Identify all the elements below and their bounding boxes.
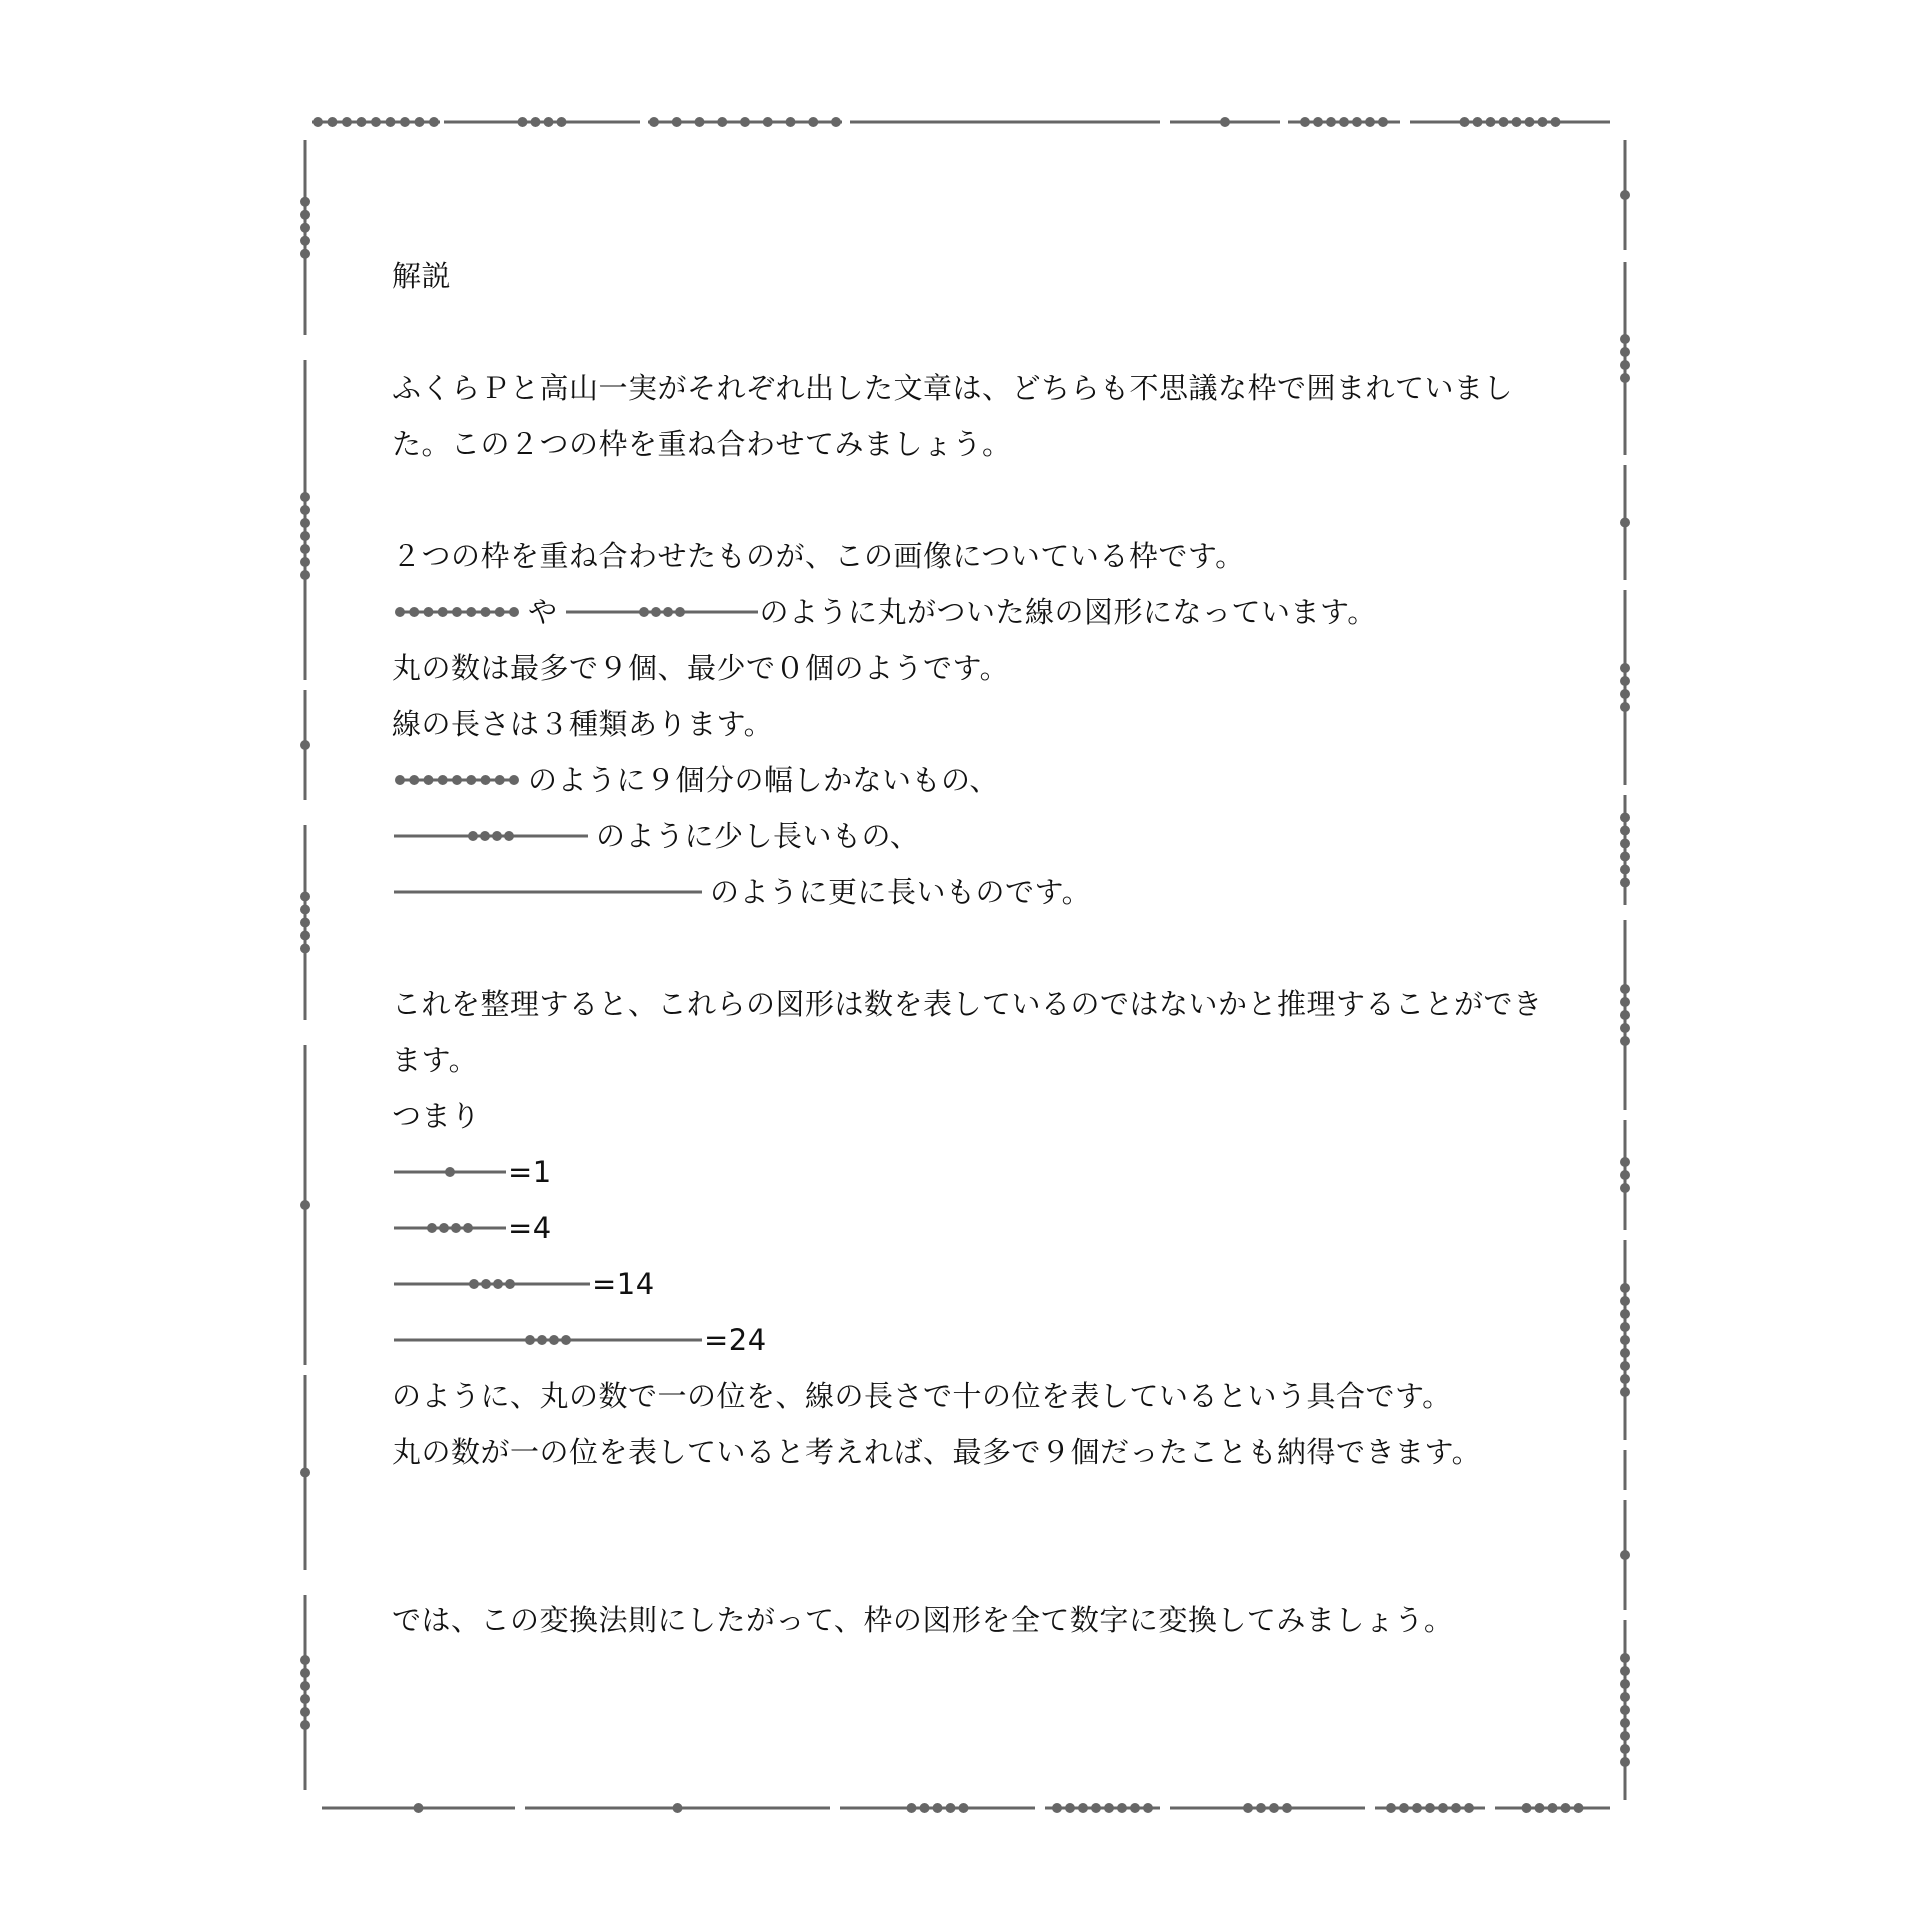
frame-dot: [300, 210, 310, 220]
frame-dot: [1620, 865, 1630, 875]
glyph-dot: [452, 607, 462, 617]
frame-dot: [557, 117, 567, 127]
glyph-dot: [663, 607, 673, 617]
frame-dot: [1078, 1803, 1088, 1813]
frame-dot: [1339, 117, 1349, 127]
frame-dot: [300, 557, 310, 567]
frame-dot: [1220, 117, 1230, 127]
frame-dot: [300, 223, 310, 233]
frame-dot: [300, 570, 310, 580]
frame-dot: [1620, 878, 1630, 888]
frame-dot: [1574, 1803, 1584, 1813]
frame-dot: [1620, 663, 1630, 673]
glyph-dot: [481, 775, 491, 785]
medium-line-with-dots-icon: [392, 826, 590, 846]
glyph-dot: [561, 1335, 571, 1345]
frame-dot: [1620, 1718, 1630, 1728]
frame-dot: [763, 117, 773, 127]
glyph-dot: [424, 607, 434, 617]
one-dot-short-line-icon: [392, 1162, 508, 1182]
frame-dot: [1620, 1023, 1630, 1033]
frame-dot: [313, 117, 323, 127]
frame-dot: [933, 1803, 943, 1813]
long-length-text: のように更に長いものです。: [710, 875, 1092, 909]
frame-dot: [1065, 1803, 1075, 1813]
frame-dot: [946, 1803, 956, 1813]
paragraph-2-line-2-tail: のように丸がついた線の図形になっています。: [759, 595, 1377, 629]
frame-dot: [1300, 117, 1310, 127]
dots-only-line-icon: [392, 602, 522, 622]
glyph-dot: [509, 607, 519, 617]
equation-3-value: =14: [592, 1267, 655, 1301]
frame-dot: [1620, 1322, 1630, 1332]
frame-dot: [1620, 347, 1630, 357]
frame-dot: [300, 249, 310, 259]
long-length-example: [392, 864, 1592, 920]
frame-dot: [1525, 117, 1535, 127]
frame-dot: [1620, 1335, 1630, 1345]
frame-dot: [1313, 117, 1323, 127]
glyph-dot: [537, 1335, 547, 1345]
frame-dot: [907, 1803, 917, 1813]
frame-dot: [1620, 1666, 1630, 1676]
frame-dot: [1365, 117, 1375, 127]
glyph-dot: [466, 607, 476, 617]
frame-dot: [300, 1681, 310, 1691]
frame-dot: [300, 1694, 310, 1704]
frame-dot: [831, 117, 841, 127]
frame-dot: [400, 117, 410, 127]
frame-dot: [672, 117, 682, 127]
frame-dot: [1620, 676, 1630, 686]
glyph-dot: [495, 607, 505, 617]
equation-2-value: =4: [508, 1211, 552, 1245]
frame-dot: [1620, 1283, 1630, 1293]
frame-dot: [300, 531, 310, 541]
glyph-dot: [481, 607, 491, 617]
glyph-dot: [468, 831, 478, 841]
frame-dot: [1620, 373, 1630, 383]
frame-dot: [415, 117, 425, 127]
frame-dot: [1620, 1010, 1630, 1020]
glyph-dot: [409, 775, 419, 785]
glyph-dot: [504, 831, 514, 841]
frame-dot: [1620, 1550, 1630, 1560]
frame-dot: [1386, 1803, 1396, 1813]
paragraph-3-line-3: つまり: [392, 1099, 481, 1133]
paragraph-3-line-5: 丸の数が一の位を表していると考えれば、最多で９個だったことも納得できます。: [392, 1435, 1482, 1469]
frame-dot: [1620, 1705, 1630, 1715]
equation-4: [392, 1312, 1592, 1368]
frame-dot: [1091, 1803, 1101, 1813]
frame-dot: [1620, 1296, 1630, 1306]
long-plain-line-icon: [392, 882, 704, 902]
four-dot-long-line-icon: [392, 1330, 704, 1350]
frame-dot: [1620, 997, 1630, 1007]
glyph-dot: [451, 1223, 461, 1233]
frame-dot: [1548, 1803, 1558, 1813]
dots-only-line-icon: [392, 770, 522, 790]
frame-dot: [1460, 117, 1470, 127]
frame-dot: [300, 505, 310, 515]
frame-dot: [1620, 1374, 1630, 1384]
glyph-dot: [452, 775, 462, 785]
frame-dot: [300, 1655, 310, 1665]
medium-length-example: [392, 808, 1592, 864]
frame-dot: [1620, 518, 1630, 528]
frame-dot: [386, 117, 396, 127]
glyph-dot: [525, 1335, 535, 1345]
frame-dot: [414, 1803, 424, 1813]
paragraph-2-line-2: [392, 584, 1592, 640]
frame-dot: [1620, 1157, 1630, 1167]
frame-dot: [1620, 1036, 1630, 1046]
frame-dot: [1620, 689, 1630, 699]
equation-2: [392, 1200, 1592, 1256]
frame-dot: [1256, 1803, 1266, 1813]
glyph-dot: [481, 1279, 491, 1289]
explanation-document: [392, 248, 1592, 1648]
paragraph-2-line-4: 線の長さは３種類あります。: [392, 707, 774, 741]
frame-dot: [1117, 1803, 1127, 1813]
frame-dot: [1130, 1803, 1140, 1813]
frame-dot: [1551, 117, 1561, 127]
frame-dot: [920, 1803, 930, 1813]
glyph-dot: [675, 607, 685, 617]
equation-4-value: =24: [704, 1323, 767, 1357]
frame-dot: [300, 1707, 310, 1717]
glyph-dot: [409, 607, 419, 617]
equation-1-value: =1: [508, 1155, 552, 1189]
glyph-dot: [480, 831, 490, 841]
frame-dot: [1620, 839, 1630, 849]
glyph-dot: [505, 1279, 515, 1289]
line-with-dots-icon: [564, 602, 760, 622]
frame-dot: [1451, 1803, 1461, 1813]
frame-dot: [1620, 360, 1630, 370]
paragraph-1-line-1: ふくらＰと高山一実がそれぞれ出した文章は、どちらも不思議な枠で囲まれていまし: [392, 371, 1514, 405]
glyph-dot: [495, 775, 505, 785]
frame-dot: [1561, 1803, 1571, 1813]
frame-dot: [740, 117, 750, 127]
glyph-dot: [549, 1335, 559, 1345]
glyph-dot: [445, 1167, 455, 1177]
frame-dot: [1412, 1803, 1422, 1813]
frame-dot: [1620, 702, 1630, 712]
glyph-dot: [639, 607, 649, 617]
equation-3: [392, 1256, 1592, 1312]
glyph-dot: [651, 607, 661, 617]
frame-dot: [342, 117, 352, 127]
short-length-text: のように９個分の幅しかないもの、: [528, 763, 999, 797]
four-dot-short-line-icon: [392, 1218, 508, 1238]
paragraph-3-line-2: ます。: [392, 1043, 479, 1077]
frame-dot: [300, 1720, 310, 1730]
frame-dot: [808, 117, 818, 127]
frame-dot: [1620, 1348, 1630, 1358]
frame-dot: [1620, 1679, 1630, 1689]
paragraph-2-line-1: ２つの枠を重ね合わせたものが、この画像についている枠です。: [392, 539, 1245, 573]
paragraph-3-line-4: のように、丸の数で一の位を、線の長さで十の位を表しているという具合です。: [392, 1379, 1452, 1413]
frame-dot: [1620, 1757, 1630, 1767]
frame-dot: [300, 236, 310, 246]
glyph-dot: [469, 1279, 479, 1289]
frame-dot: [1104, 1803, 1114, 1813]
frame-dot: [300, 740, 310, 750]
frame-dot: [328, 117, 338, 127]
frame-dot: [1512, 117, 1522, 127]
frame-dot: [786, 117, 796, 127]
paragraph-4-line-1: では、この変換法則にしたがって、枠の図形を全て数字に変換してみましょう。: [392, 1603, 1454, 1637]
frame-dot: [1620, 190, 1630, 200]
frame-dot: [300, 1668, 310, 1678]
glyph-dot: [509, 775, 519, 785]
frame-dot: [1473, 117, 1483, 127]
frame-dot: [300, 931, 310, 941]
frame-dot: [518, 117, 528, 127]
frame-dot: [673, 1803, 683, 1813]
frame-dot: [1620, 1361, 1630, 1371]
frame-dot: [1425, 1803, 1435, 1813]
medium-length-text: のように少し長いもの、: [596, 819, 920, 853]
frame-dot: [1399, 1803, 1409, 1813]
frame-dot: [1282, 1803, 1292, 1813]
frame-dot: [1620, 1653, 1630, 1663]
glyph-dot: [395, 607, 405, 617]
frame-dot: [357, 117, 367, 127]
glyph-dot: [439, 1223, 449, 1233]
paragraph-2-line-3: 丸の数は最多で９個、最少で０個のようです。: [392, 651, 1010, 685]
frame-dot: [717, 117, 727, 127]
frame-dot: [371, 117, 381, 127]
frame-dot: [1143, 1803, 1153, 1813]
ya-text: や: [528, 595, 558, 629]
frame-dot: [1620, 1692, 1630, 1702]
frame-dot: [300, 518, 310, 528]
frame-dot: [1243, 1803, 1253, 1813]
frame-dot: [1052, 1803, 1062, 1813]
glyph-dot: [427, 1223, 437, 1233]
four-dot-medium-line-icon: [392, 1274, 592, 1294]
frame-dot: [1378, 117, 1388, 127]
frame-dot: [1438, 1803, 1448, 1813]
frame-dot: [300, 905, 310, 915]
frame-dot: [300, 544, 310, 554]
glyph-dot: [493, 1279, 503, 1289]
frame-dot: [1522, 1803, 1532, 1813]
frame-dot: [300, 1200, 310, 1210]
frame-dot: [1620, 1183, 1630, 1193]
frame-dot: [1620, 826, 1630, 836]
frame-dot: [1620, 1744, 1630, 1754]
frame-dot: [1538, 117, 1548, 127]
frame-dot: [300, 197, 310, 207]
frame-dot: [1620, 1170, 1630, 1180]
short-length-example: [392, 752, 1592, 808]
frame-dot: [1620, 852, 1630, 862]
frame-dot: [1326, 117, 1336, 127]
frame-dot: [531, 117, 541, 127]
glyph-dot: [438, 775, 448, 785]
glyph-dot: [463, 1223, 473, 1233]
frame-dot: [1269, 1803, 1279, 1813]
glyph-dot: [395, 775, 405, 785]
frame-dot: [695, 117, 705, 127]
frame-dot: [1620, 984, 1630, 994]
frame-dot: [1620, 1731, 1630, 1741]
paragraph-1-line-2: た。この２つの枠を重ね合わせてみましょう。: [392, 427, 1012, 461]
glyph-dot: [438, 607, 448, 617]
frame-dot: [1486, 117, 1496, 127]
frame-dot: [1620, 1387, 1630, 1397]
frame-dot: [649, 117, 659, 127]
frame-dot: [1620, 1309, 1630, 1319]
frame-dot: [1535, 1803, 1545, 1813]
frame-dot: [1620, 334, 1630, 344]
glyph-dot: [492, 831, 502, 841]
page-title: 解説: [392, 259, 452, 293]
glyph-dot: [424, 775, 434, 785]
frame-dot: [959, 1803, 969, 1813]
frame-dot: [1464, 1803, 1474, 1813]
frame-dot: [1352, 117, 1362, 127]
frame-dot: [1499, 117, 1509, 127]
frame-dot: [1620, 813, 1630, 823]
frame-dot: [300, 892, 310, 902]
equation-1: [392, 1144, 1592, 1200]
frame-dot: [300, 492, 310, 502]
frame-dot: [544, 117, 554, 127]
frame-dot: [300, 944, 310, 954]
glyph-dot: [466, 775, 476, 785]
frame-dot: [300, 1468, 310, 1478]
frame-dot: [429, 117, 439, 127]
paragraph-3-line-1: これを整理すると、これらの図形は数を表しているのではないかと推理することができ: [392, 987, 1543, 1021]
frame-dot: [300, 918, 310, 928]
